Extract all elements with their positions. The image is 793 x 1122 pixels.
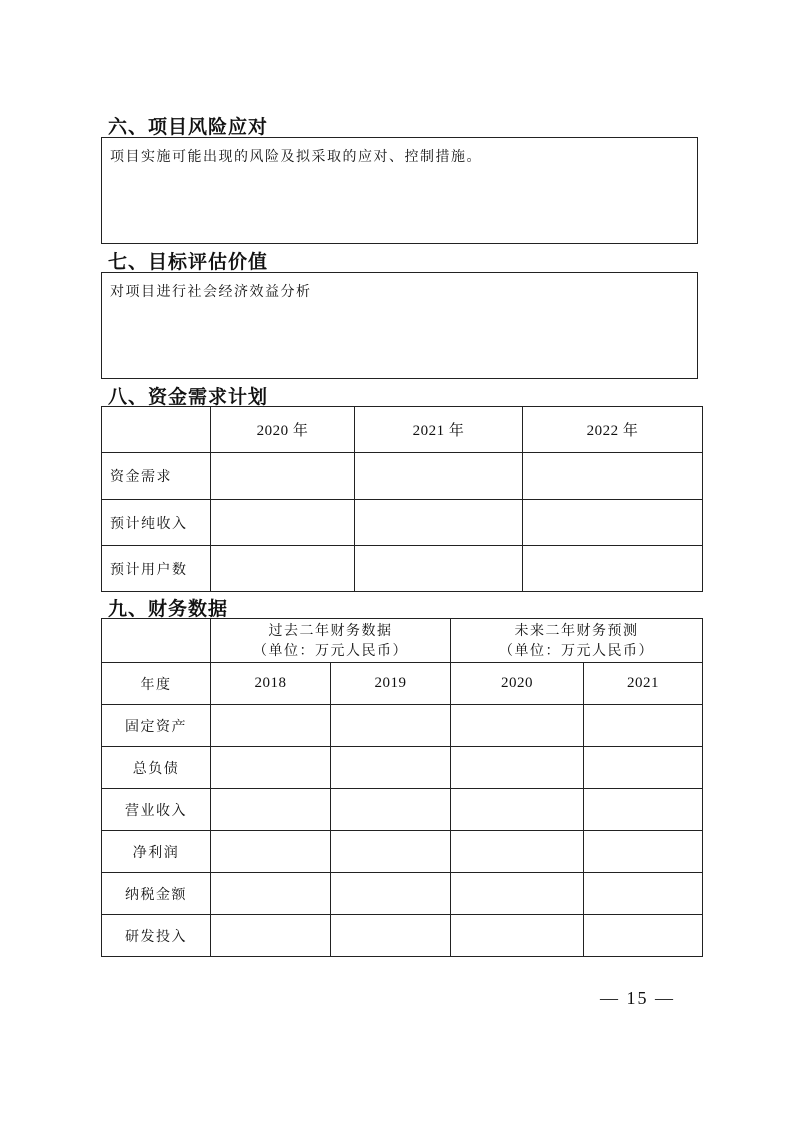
input-cell[interactable]	[451, 915, 584, 957]
table-row	[102, 915, 703, 957]
input-cell[interactable]	[584, 831, 703, 873]
input-cell[interactable]	[584, 873, 703, 915]
input-cell[interactable]	[211, 546, 355, 592]
table-row	[102, 705, 703, 747]
input-cell[interactable]	[211, 873, 331, 915]
row-label-user-count: 预计用户数	[102, 546, 211, 592]
risk-response-box[interactable]	[101, 137, 698, 244]
input-cell[interactable]	[584, 747, 703, 789]
input-cell[interactable]	[451, 747, 584, 789]
input-cell[interactable]	[211, 500, 355, 546]
input-cell[interactable]	[523, 500, 703, 546]
row-label-rd-investment: 研发投入	[102, 915, 211, 957]
past-header-line1: 过去二年财务数据	[268, 622, 393, 639]
section7-heading: 七、目标评估价值	[108, 251, 269, 273]
future-header-line1: 未来二年财务预测	[514, 622, 639, 639]
input-cell[interactable]	[331, 789, 451, 831]
table-header-row	[102, 407, 703, 453]
risk-response-text: 项目实施可能出现的风险及拟采取的应对、控制措施。	[110, 149, 482, 165]
row-label-net-profit: 净利润	[102, 831, 211, 873]
funding-plan-table	[101, 406, 703, 592]
year-2021: 2021	[584, 663, 703, 705]
input-cell[interactable]	[355, 500, 523, 546]
input-cell[interactable]	[523, 546, 703, 592]
table-row	[102, 546, 703, 592]
input-cell[interactable]	[584, 915, 703, 957]
year-2020: 2020	[451, 663, 584, 705]
input-cell[interactable]	[584, 789, 703, 831]
input-cell[interactable]	[355, 453, 523, 500]
corner-cell	[102, 619, 211, 663]
section6-heading: 六、项目风险应对	[108, 116, 269, 138]
row-label-total-liabilities: 总负债	[102, 747, 211, 789]
value-assessment-text: 对项目进行社会经济效益分析	[110, 284, 312, 300]
corner-cell	[102, 407, 211, 453]
row-label-revenue: 营业收入	[102, 789, 211, 831]
past-header-line2: （单位：万元人民币）	[253, 642, 408, 659]
input-cell[interactable]	[451, 789, 584, 831]
year-header-2020: 2020 年	[211, 407, 355, 453]
year-header-2022: 2022 年	[523, 407, 703, 453]
row-label-net-income: 预计纯收入	[102, 500, 211, 546]
past-two-years-header	[211, 619, 451, 663]
input-cell[interactable]	[331, 747, 451, 789]
section9-heading: 九、财务数据	[108, 598, 229, 620]
page-number: — 15 —	[600, 988, 675, 1008]
input-cell[interactable]	[331, 915, 451, 957]
table-row	[102, 747, 703, 789]
input-cell[interactable]	[523, 453, 703, 500]
input-cell[interactable]	[355, 546, 523, 592]
input-cell[interactable]	[211, 789, 331, 831]
year-label: 年度	[102, 663, 211, 705]
section8-heading: 八、资金需求计划	[108, 386, 269, 408]
input-cell[interactable]	[211, 831, 331, 873]
input-cell[interactable]	[211, 705, 331, 747]
input-cell[interactable]	[331, 705, 451, 747]
input-cell[interactable]	[211, 747, 331, 789]
table-row	[102, 453, 703, 500]
row-label-fixed-assets: 固定资产	[102, 705, 211, 747]
input-cell[interactable]	[211, 915, 331, 957]
table-row	[102, 789, 703, 831]
table-row	[102, 831, 703, 873]
input-cell[interactable]	[211, 453, 355, 500]
year-2019: 2019	[331, 663, 451, 705]
year-2018: 2018	[211, 663, 331, 705]
input-cell[interactable]	[331, 831, 451, 873]
input-cell[interactable]	[331, 873, 451, 915]
table-row	[102, 873, 703, 915]
value-assessment-box[interactable]	[101, 272, 698, 379]
input-cell[interactable]	[451, 873, 584, 915]
year-row	[102, 663, 703, 705]
input-cell[interactable]	[451, 831, 584, 873]
table-header-row	[102, 619, 703, 663]
input-cell[interactable]	[584, 705, 703, 747]
future-header-line2: （单位：万元人民币）	[499, 642, 654, 659]
year-header-2021: 2021 年	[355, 407, 523, 453]
financial-data-table	[101, 618, 703, 957]
row-label-funding-need: 资金需求	[102, 453, 211, 500]
input-cell[interactable]	[451, 705, 584, 747]
future-two-years-header	[451, 619, 703, 663]
row-label-tax-paid: 纳税金额	[102, 873, 211, 915]
table-row	[102, 500, 703, 546]
